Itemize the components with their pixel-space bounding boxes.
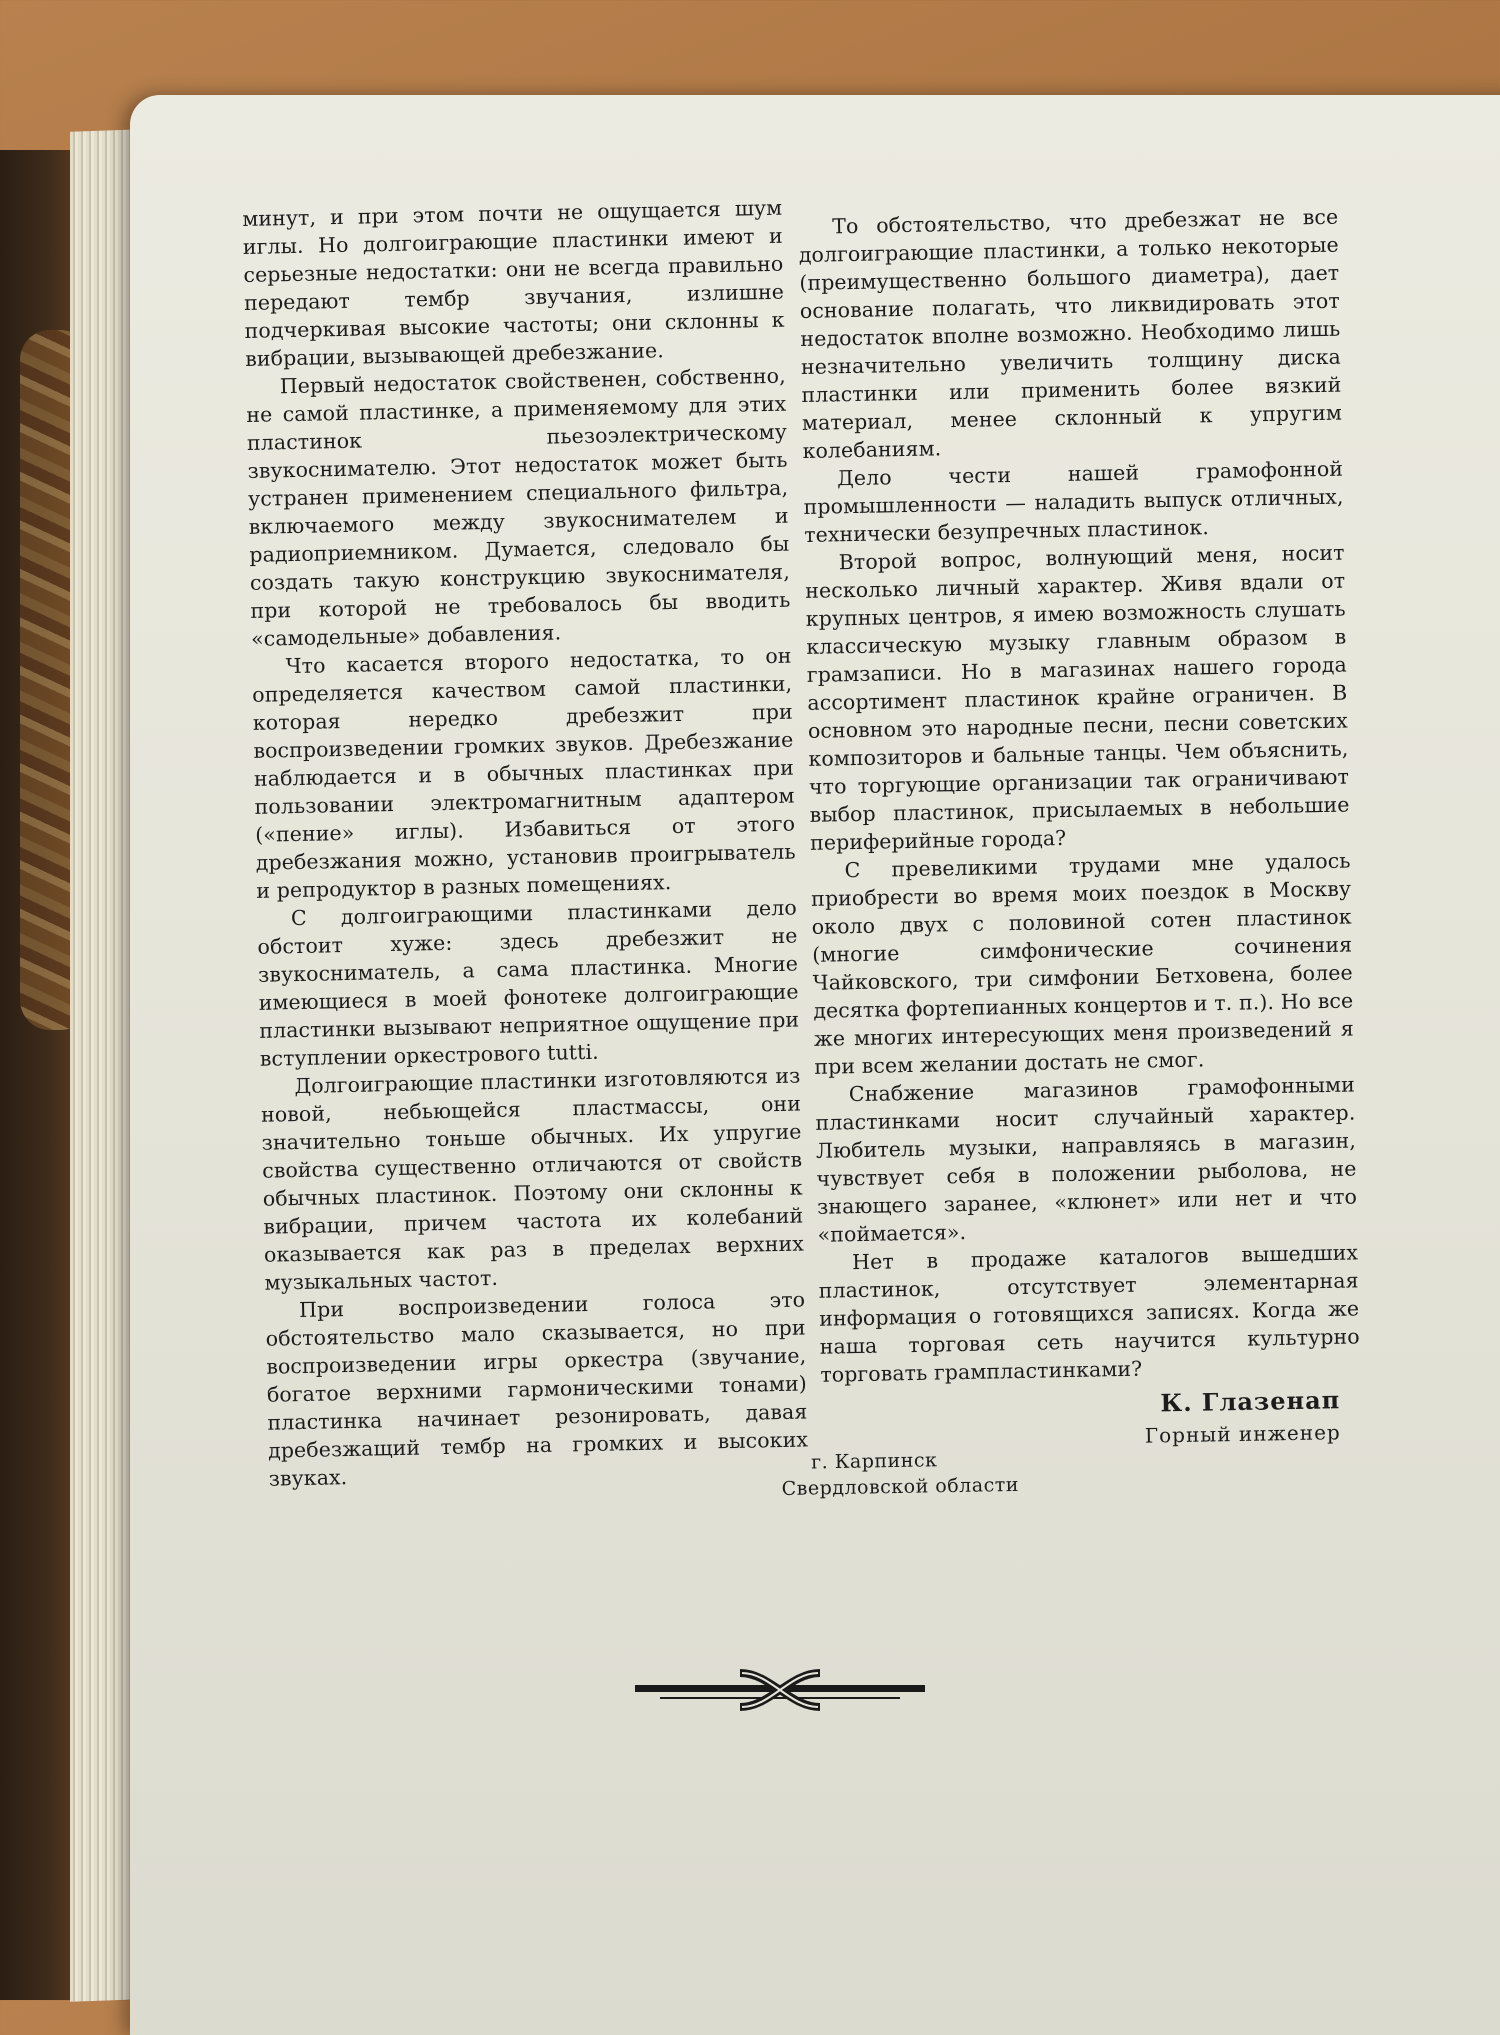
paragraph: Что касается второго недостатка, то он определяется качеством самой пластинки, которая нередко дребезжит при воспроизведении громких звуков. Дребезжание наблюдается и в обычных пластинках при пользовании электромагнитным адаптером («пение» иглы). Избавиться от этого дребезжания можно, установив проигрыватель и репродуктор в разных помещениях. (252, 643, 796, 903)
location-region: Свердловской области (781, 1473, 1020, 1500)
paragraph: Дело чести нашей грамофонной промышленности — наладить выпуск отличных, технически безупречных пластинок. (803, 456, 1344, 547)
paragraph: минут, и при этом почти не ощущается шум иглы. Но долгоиграющие пластинки имеют и серьезные недостатки: они не всегда правильно передают тембр звучания, излишне подчеркивая высокие частоты; они склонны к вибрации, вызывающей дребезжание. (242, 195, 785, 371)
left-text-column (242, 194, 809, 1493)
author-name: К. Глазенап (1160, 1385, 1341, 1418)
paragraph: Снабжение магазинов грамофонными пластинками носит случайный характер. Любитель музыки, направляясь в магазин, чувствует себя в положении рыболова, не знающего заранее, «клюнет» или нет и что «поймается». (815, 1072, 1358, 1247)
paragraph: При воспроизведении голоса это обстоятельство мало сказывается, но при воспроизведении игры оркестра (звучание, богатое верхними гармоническими тонами) пластинка начинает резонировать, давая дребезжащий тембр на громких и высоких звуках. (265, 1287, 809, 1491)
paragraph: Долгоиграющие пластинки изготовляются из новой, небьющейся пластмассы, они значительно тоньше обычных. Их упругие свойства существенно отличаются от свойств обычных пластинок. Поэтому они склонны к вибрации, причем частота их колебаний оказывается как раз в пределах верхних музыкальных частот. (260, 1063, 805, 1295)
location-city: г. Карпинск (810, 1449, 938, 1474)
paragraph: Второй вопрос, волнующий меня, носит несколько личный характер. Живя вдали от крупных центров, я имею возможность слушать классическую музыку главным образом в грамзаписи. Но в магазинах нашего города ассортимент пластинок крайне ограничен. В основном это народные песни, песни советских композиторов и бальные танцы. Чем объяснить, что торгующие организации так ограничивают выбор пластинок, присылаемых в небольшие периферийные города? (805, 540, 1350, 855)
paragraph: Нет в продаже каталогов вышедших пластинок, отсутствует элементарная информация о готовящихся записях. Когда же наша торговая сеть научится культурно торговать грампластинками? (818, 1240, 1360, 1387)
ornament-divider-icon (630, 1665, 930, 1715)
paragraph: Первый недостаток свойственен, собственно, не самой пластинке, а применяемому для этих пластинок пьезоэлектрическому звукоснимателю. Этот недостаток может быть устранен применением специального фильтра, включаемого между звукоснимателем и радиоприемником. Думается, следовало бы создать такую конструкцию звукоснимателя, при которой не требовалось бы вводить «самодельные» добавления. (246, 363, 791, 651)
right-text-column (798, 203, 1360, 1389)
paragraph: С превеликими трудами мне удалось приобрести во время моих поездок в Москву около двух с половиной сотен пластинок (многие симфонические сочинения Чайковского, три симфонии Бетховена, более десятка фортепианных концертов и т. п.). Но все же многих интересующих меня произведений я при всем желании достать не смог. (810, 848, 1354, 1079)
author-location (781, 1440, 1342, 1502)
signature-block (780, 1385, 1342, 1502)
author-title: Горный инженер (1144, 1420, 1341, 1448)
paragraph: То обстоятельство, что дребезжат не все долгоиграющие пластинки, а только некоторые (преимущественно большого диаметра), дает основание полагать, что ликвидировать этот недостаток вполне возможно. Необходимо лишь незначительно увеличить толщину диска пластинки или применить более вязкий материал, менее склонный к упругим колебаниям. (798, 204, 1343, 463)
magazine-page (130, 95, 1500, 2035)
paragraph: С долгоиграющими пластинками дело обстоит хуже: здесь дребезжит не звукосниматель, а сама пластинка. Многие имеющиеся в моей фонотеке долгоиграющие пластинки вызывают неприятное ощущение при вступлении оркестрового tutti. (257, 895, 800, 1071)
